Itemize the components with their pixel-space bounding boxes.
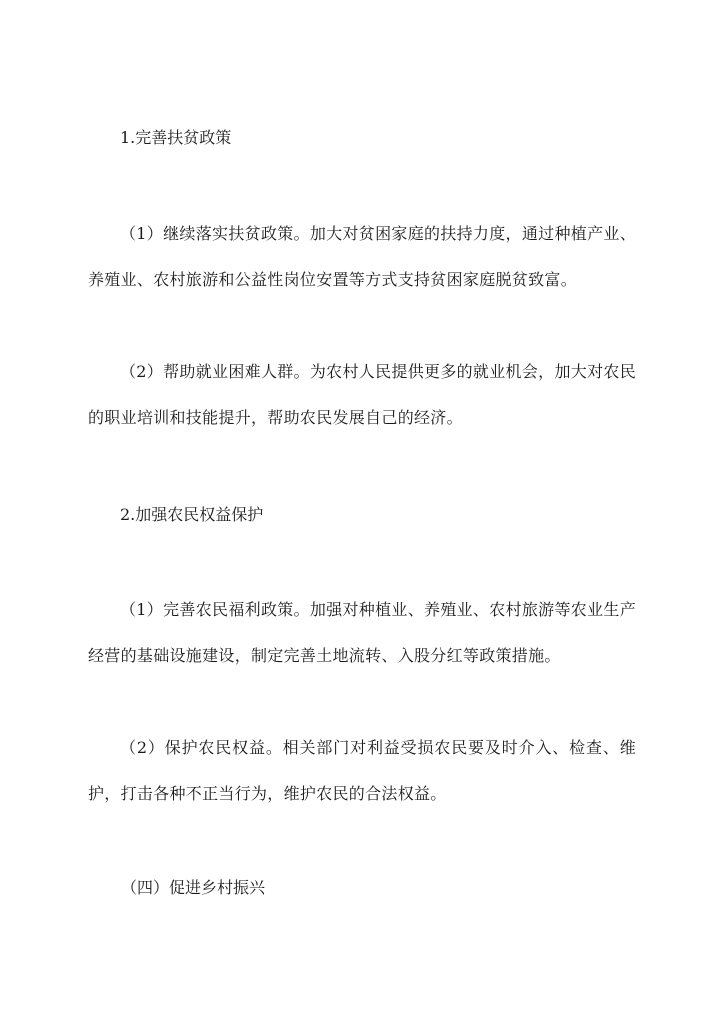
- paragraph: （2）帮助就业困难人群。为农村人民提供更多的就业机会，加大对农民的职业培训和技能提升，帮助农民发展自己的经济。: [88, 362, 636, 427]
- section-heading: 1.完善扶贫政策: [120, 128, 232, 147]
- paragraph: （1）继续落实扶贫政策。加大对贫困家庭的扶持力度，通过种植产业、养殖业、农村旅游和公益性岗位安置等方式支持贫困家庭脱贫致富。: [88, 224, 636, 289]
- chapter-heading: （四）促进乡村振兴: [121, 878, 266, 897]
- section-heading: 2.加强农民权益保护: [120, 505, 264, 524]
- paragraph: （1）完善农民福利政策。加强对种植业、养殖业、农村旅游等农业生产经营的基础设施建设，制定完善土地流转、入股分红等政策措施。: [88, 600, 636, 665]
- paragraph: （2）保护农民权益。相关部门对利益受损农民要及时介入、检查、维护，打击各种不正当行为，维护农民的合法权益。: [88, 738, 636, 803]
